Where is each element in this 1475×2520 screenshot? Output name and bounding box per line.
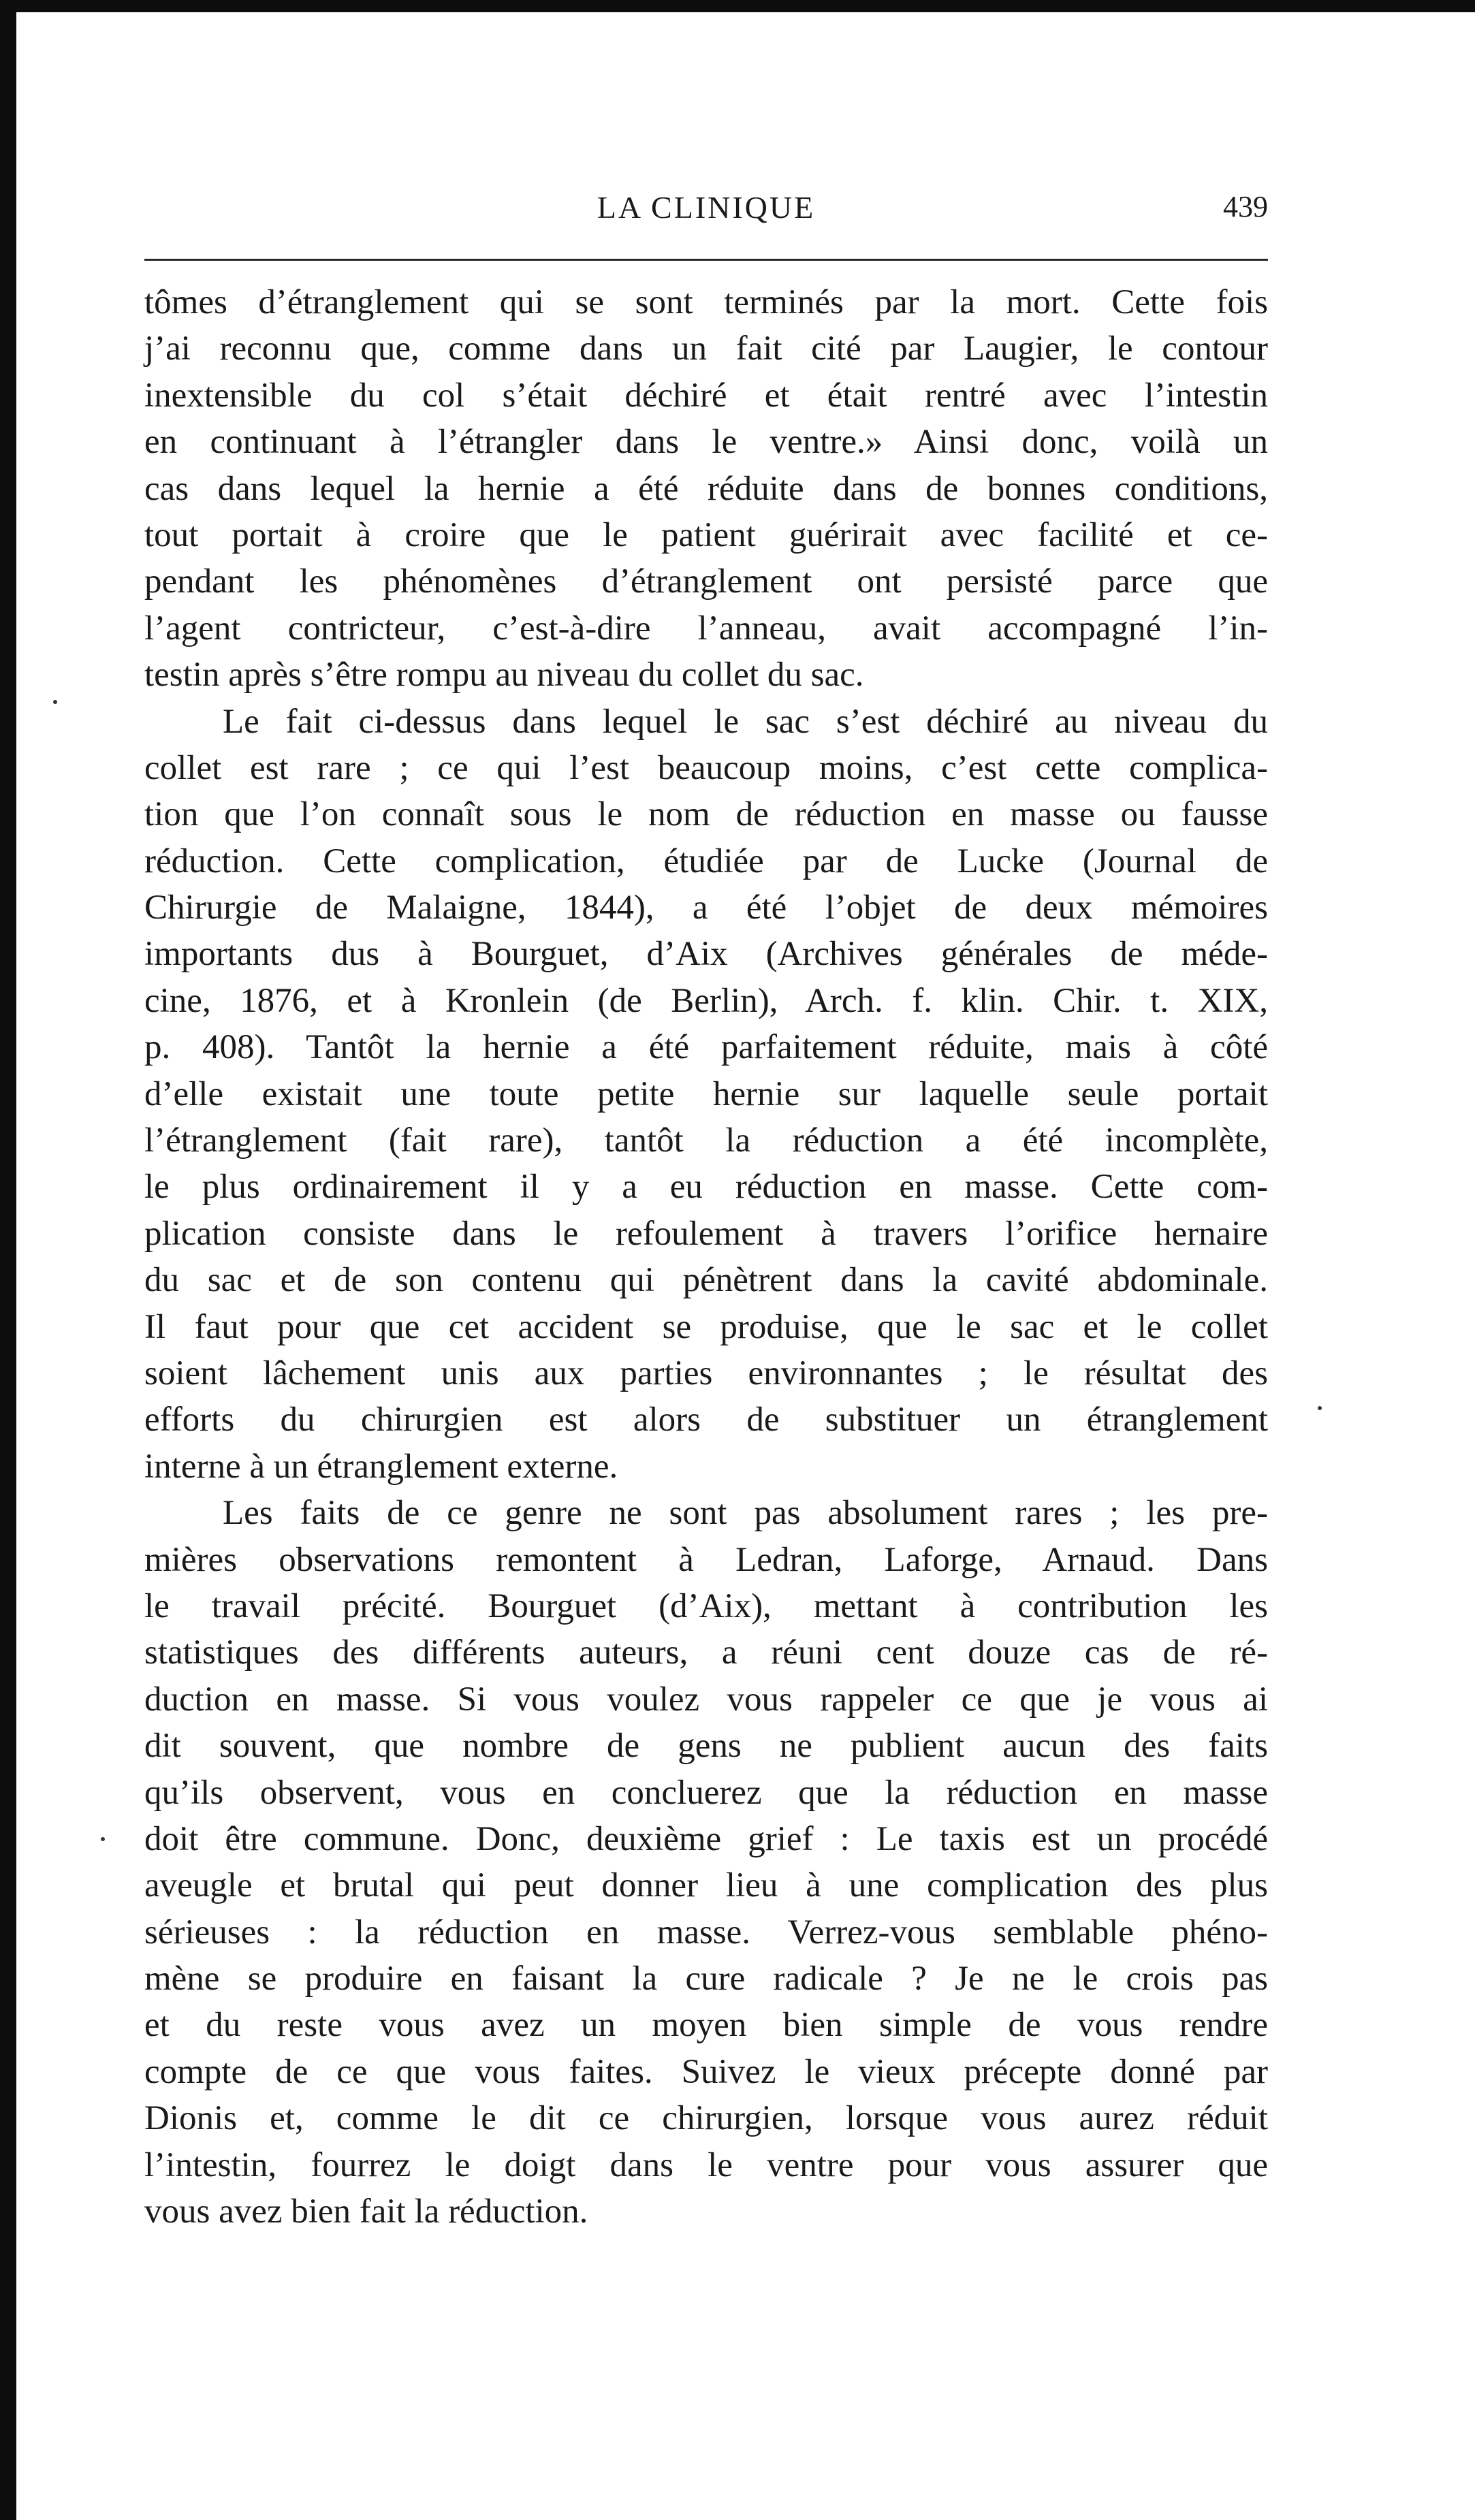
text-line: le plus ordinairement il y a eu réduction en masse. Cette com-	[144, 1168, 1268, 1207]
text-line: collet est rare ; ce qui l’est beaucoup moins, c’est cette complica-	[144, 748, 1268, 787]
text-line: tout portait à croire que le patient guérirait avec facilité et ce-	[144, 515, 1268, 554]
text-line: cas dans lequel la hernie a été réduite dans de bonnes conditions,	[144, 469, 1268, 508]
text-line: Il faut pour que cet accident se produise, que le sac et le collet	[144, 1307, 1268, 1346]
text-line: qu’ils observent, vous en concluerez que la réduction en masse	[144, 1773, 1268, 1812]
scan-speck	[101, 1837, 105, 1841]
text-line: interne à un étranglement externe.	[144, 1447, 618, 1486]
text-line: réduction. Cette complication, étudiée par de Lucke (Journal de	[144, 842, 1268, 880]
text-line: compte de ce que vous faites. Suivez le vieux précepte donné par	[144, 2052, 1268, 2091]
body-text	[144, 279, 1268, 2235]
text-line: soient lâchement unis aux parties environnantes ; le résultat des	[144, 1354, 1268, 1392]
text-line: dit souvent, que nombre de gens ne publient aucun des faits	[144, 1727, 1268, 1766]
scan-speck	[53, 700, 57, 704]
text-line: statistiques des différents auteurs, a réuni cent douze cas de ré-	[144, 1633, 1268, 1672]
text-line: aveugle et brutal qui peut donner lieu à une complication des plus	[144, 1866, 1268, 1905]
text-line: vous avez bien fait la réduction.	[144, 2192, 588, 2231]
text-line: tômes d’étranglement qui se sont terminés par la mort. Cette fois	[144, 283, 1268, 321]
text-line: inextensible du col s’était déchiré et était rentré avec l’intestin	[144, 376, 1268, 415]
text-line: mières observations remontent à Ledran, Laforge, Arnaud. Dans	[144, 1540, 1268, 1579]
text-line: d’elle existait une toute petite hernie sur laquelle seule portait	[144, 1074, 1268, 1113]
text-line: sérieuses : la réduction en masse. Verrez-vous semblable phéno-	[144, 1913, 1268, 1951]
text-line: testin après s’être rompu au niveau du collet du sac.	[144, 656, 864, 695]
text-line: plication consiste dans le refoulement à travers l’orifice hernaire	[144, 1214, 1268, 1253]
text-line: duction en masse. Si vous voulez vous rappeler ce que je vous ai	[144, 1680, 1268, 1719]
text-line: pendant les phénomènes d’étranglement ont persisté parce que	[144, 562, 1268, 601]
page-header	[144, 184, 1268, 232]
text-line: du sac et de son contenu qui pénètrent dans la cavité abdominale.	[144, 1261, 1268, 1300]
scan-edge-left	[0, 0, 16, 2520]
text-line: l’agent contricteur, c’est-à-dire l’anneau, avait accompagné l’in-	[144, 609, 1268, 648]
text-line: l’étranglement (fait rare), tantôt la réduction a été incomplète,	[144, 1121, 1268, 1160]
text-line: tion que l’on connaît sous le nom de réduction en masse ou fausse	[144, 795, 1268, 834]
running-title: LA CLINIQUE	[597, 190, 816, 225]
text-line: l’intestin, fourrez le doigt dans le ventre pour vous assurer que	[144, 2146, 1268, 2184]
page-number: 439	[1223, 190, 1268, 223]
text-line: le travail précité. Bourguet (d’Aix), mettant à contribution les	[144, 1586, 1268, 1625]
text-line: en continuant à l’étrangler dans le ventre.» Ainsi donc, voilà un	[144, 423, 1268, 462]
text-line: Les faits de ce genre ne sont pas absolument rares ; les pre-	[223, 1494, 1268, 1533]
text-line: j’ai reconnu que, comme dans un fait cité par Laugier, le contour	[144, 330, 1268, 368]
text-line: mène se produire en faisant la cure radicale ? Je ne le crois pas	[144, 1960, 1268, 1998]
text-line: doit être commune. Donc, deuxième grief : Le taxis est un procédé	[144, 1819, 1268, 1858]
text-line: Dionis et, comme le dit ce chirurgien, lorsque vous aurez réduit	[144, 2099, 1268, 2138]
scan-speck	[1318, 1406, 1322, 1410]
text-line: cine, 1876, et à Kronlein (de Berlin), Arch. f. klin. Chir. t. XIX,	[144, 981, 1268, 1020]
scan-edge-top	[0, 0, 1475, 12]
text-line: efforts du chirurgien est alors de substituer un étranglement	[144, 1401, 1268, 1439]
text-line: Le fait ci-dessus dans lequel le sac s’est déchiré au niveau du	[223, 702, 1268, 741]
text-line: et du reste vous avez un moyen bien simple de vous rendre	[144, 2006, 1268, 2045]
text-line: importants dus à Bourguet, d’Aix (Archives générales de méde-	[144, 935, 1268, 974]
text-line: p. 408). Tantôt la hernie a été parfaitement réduite, mais à côté	[144, 1028, 1268, 1067]
header-rule	[144, 259, 1268, 261]
text-line: Chirurgie de Malaigne, 1844), a été l’objet de deux mémoires	[144, 889, 1268, 927]
